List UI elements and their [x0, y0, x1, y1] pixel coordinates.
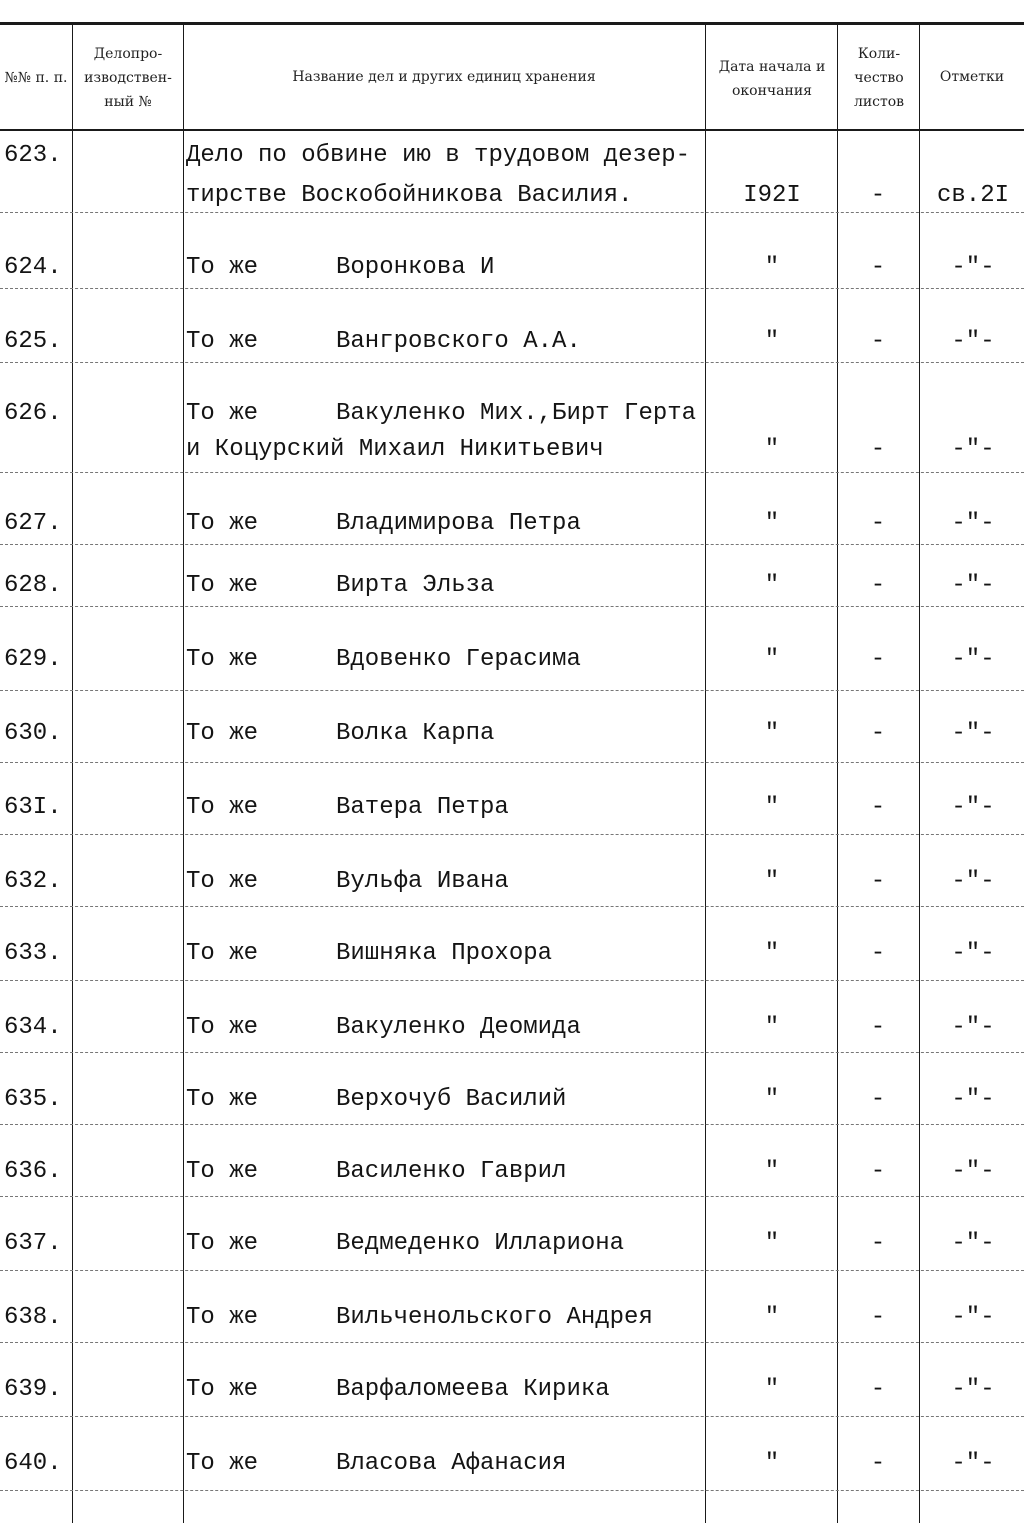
- record-prefix: То же: [186, 1086, 259, 1113]
- record-notes: -"-: [951, 794, 995, 821]
- record-number: 627.: [4, 510, 62, 537]
- record-date: ": [764, 1304, 780, 1331]
- record-description-line-1: Дело по обвине ию в трудовом дезер-: [186, 142, 691, 169]
- record-date: ": [764, 436, 780, 463]
- row-separator: [0, 1490, 1024, 1491]
- record-date: ": [764, 1158, 780, 1185]
- record-name: Ватера Петра: [336, 794, 509, 821]
- row-separator: [0, 472, 1024, 473]
- record-sheets: -: [870, 1086, 886, 1113]
- record-number: 638.: [4, 1304, 62, 1331]
- header-sheets: Коли- чество листов: [853, 46, 905, 110]
- row-separator: [0, 606, 1024, 607]
- record-sheets: -: [870, 720, 886, 747]
- record-prefix: То же: [186, 1376, 259, 1403]
- record-date: ": [764, 1014, 780, 1041]
- record-number: 640.: [4, 1450, 62, 1477]
- record-name: Владимирова Петра: [336, 510, 581, 537]
- record-name: Воронкова И: [336, 254, 495, 281]
- record-sheets: -: [870, 1158, 886, 1185]
- record-date: ": [764, 868, 780, 895]
- record-prefix: То же: [186, 254, 259, 281]
- row-separator: [0, 1270, 1024, 1271]
- record-sheets: -: [870, 868, 886, 895]
- row-separator: [0, 980, 1024, 981]
- record-prefix: То же: [186, 328, 259, 355]
- record-name-line-2: и Коцурский Михаил Никитьевич: [186, 436, 604, 463]
- record-notes: -"-: [951, 572, 995, 599]
- record-prefix: То же: [186, 1450, 259, 1477]
- record-number: 635.: [4, 1086, 62, 1113]
- record-name: Вакуленко Деомида: [336, 1014, 581, 1041]
- row-separator: [0, 906, 1024, 907]
- record-number: 626.: [4, 400, 62, 427]
- record-notes: -"-: [951, 940, 995, 967]
- record-prefix: То же: [186, 400, 259, 427]
- record-notes: -"-: [951, 436, 995, 463]
- record-sheets: -: [870, 328, 886, 355]
- record-prefix: То же: [186, 940, 259, 967]
- row-separator: [0, 690, 1024, 691]
- top-rule: [0, 22, 1024, 25]
- record-notes: -"-: [951, 328, 995, 355]
- record-number: 624.: [4, 254, 62, 281]
- record-date: ": [764, 1086, 780, 1113]
- record-sheets: -: [870, 1230, 886, 1257]
- record-number: 63I.: [4, 794, 62, 821]
- record-number: 628.: [4, 572, 62, 599]
- row-separator: [0, 762, 1024, 763]
- record-sheets: -: [870, 794, 886, 821]
- record-notes: -"-: [951, 1014, 995, 1041]
- record-description-line-2: тирстве Воскобойникова Василия.: [186, 182, 633, 209]
- record-notes: -"-: [951, 254, 995, 281]
- record-sheets: -: [870, 510, 886, 537]
- row-separator: [0, 1196, 1024, 1197]
- record-date: I92I: [743, 182, 801, 209]
- record-notes: -"-: [951, 1376, 995, 1403]
- row-separator: [0, 212, 1024, 213]
- record-notes: -"-: [951, 646, 995, 673]
- record-prefix: То же: [186, 1158, 259, 1185]
- record-date: ": [764, 1376, 780, 1403]
- record-notes: -"-: [951, 510, 995, 537]
- record-number: 623.: [4, 142, 62, 169]
- row-separator: [0, 1124, 1024, 1125]
- record-prefix: То же: [186, 1304, 259, 1331]
- record-date: ": [764, 510, 780, 537]
- row-separator: [0, 1416, 1024, 1417]
- record-prefix: То же: [186, 868, 259, 895]
- col-divider-3: [705, 25, 706, 1523]
- record-date: ": [764, 1230, 780, 1257]
- record-sheets: -: [870, 646, 886, 673]
- record-name: Вакуленко Мих.,Бирт Герта: [336, 400, 697, 427]
- record-date: ": [764, 328, 780, 355]
- record-number: 636.: [4, 1158, 62, 1185]
- row-separator: [0, 288, 1024, 289]
- row-separator: [0, 834, 1024, 835]
- record-number: 633.: [4, 940, 62, 967]
- record-notes: -"-: [951, 720, 995, 747]
- record-name: Вдовенко Герасима: [336, 646, 581, 673]
- record-name: Варфаломеева Кирика: [336, 1376, 610, 1403]
- record-prefix: То же: [186, 1014, 259, 1041]
- record-date: ": [764, 720, 780, 747]
- record-notes: -"-: [951, 1450, 995, 1477]
- record-sheets: -: [870, 1450, 886, 1477]
- record-date: ": [764, 572, 780, 599]
- col-divider-5: [919, 25, 920, 1523]
- record-name: Ведмеденко Иллариона: [336, 1230, 625, 1257]
- record-name: Вильченольского Андрея: [336, 1304, 653, 1331]
- col-divider-4: [837, 25, 838, 1523]
- record-name: Вирта Эльза: [336, 572, 495, 599]
- record-sheets: -: [870, 1304, 886, 1331]
- row-separator: [0, 1342, 1024, 1343]
- record-notes: -"-: [951, 868, 995, 895]
- record-number: 629.: [4, 646, 62, 673]
- record-sheets: -: [870, 436, 886, 463]
- record-name: Вульфа Ивана: [336, 868, 509, 895]
- header-num: №№ п. п.: [4, 70, 68, 86]
- record-prefix: То же: [186, 572, 259, 599]
- record-prefix: То же: [186, 794, 259, 821]
- record-date: ": [764, 1450, 780, 1477]
- record-number: 632.: [4, 868, 62, 895]
- header-office-number: Делопро- изводствен- ный №: [84, 46, 172, 110]
- header-dates: Дата начала и окончания: [718, 59, 826, 99]
- row-separator: [0, 362, 1024, 363]
- row-separator: [0, 544, 1024, 545]
- record-notes: -"-: [951, 1158, 995, 1185]
- record-name: Василенко Гаврил: [336, 1158, 567, 1185]
- record-number: 639.: [4, 1376, 62, 1403]
- row-separator: [0, 1052, 1024, 1053]
- record-notes: -"-: [951, 1304, 995, 1331]
- record-prefix: То же: [186, 720, 259, 747]
- record-number: 630.: [4, 720, 62, 747]
- col-divider-2: [183, 25, 184, 1523]
- record-sheets: -: [870, 940, 886, 967]
- record-name: Верхочуб Василий: [336, 1086, 567, 1113]
- record-sheets: -: [870, 572, 886, 599]
- record-sheets: -: [870, 1376, 886, 1403]
- record-number: 634.: [4, 1014, 62, 1041]
- record-notes: -"-: [951, 1230, 995, 1257]
- record-name: Волка Карпа: [336, 720, 495, 747]
- col-divider-1: [72, 25, 73, 1523]
- record-date: ": [764, 794, 780, 821]
- record-date: ": [764, 646, 780, 673]
- record-name: Вишняка Прохора: [336, 940, 553, 967]
- record-date: ": [764, 254, 780, 281]
- record-number: 625.: [4, 328, 62, 355]
- record-name: Вангровского А.А.: [336, 328, 581, 355]
- record-date: ": [764, 940, 780, 967]
- record-number: 637.: [4, 1230, 62, 1257]
- record-sheets: -: [870, 1014, 886, 1041]
- record-notes: св.2I: [936, 182, 1009, 209]
- record-name: Власова Афанасия: [336, 1450, 567, 1477]
- header-notes: Отметки: [939, 69, 1005, 85]
- record-prefix: То же: [186, 510, 259, 537]
- record-prefix: То же: [186, 1230, 259, 1257]
- record-notes: -"-: [951, 1086, 995, 1113]
- record-sheets: -: [870, 254, 886, 281]
- record-sheets: -: [870, 182, 886, 209]
- record-prefix: То же: [186, 646, 259, 673]
- header-title: Название дел и других единиц хранения: [292, 69, 596, 85]
- header-bottom-rule: [0, 129, 1024, 131]
